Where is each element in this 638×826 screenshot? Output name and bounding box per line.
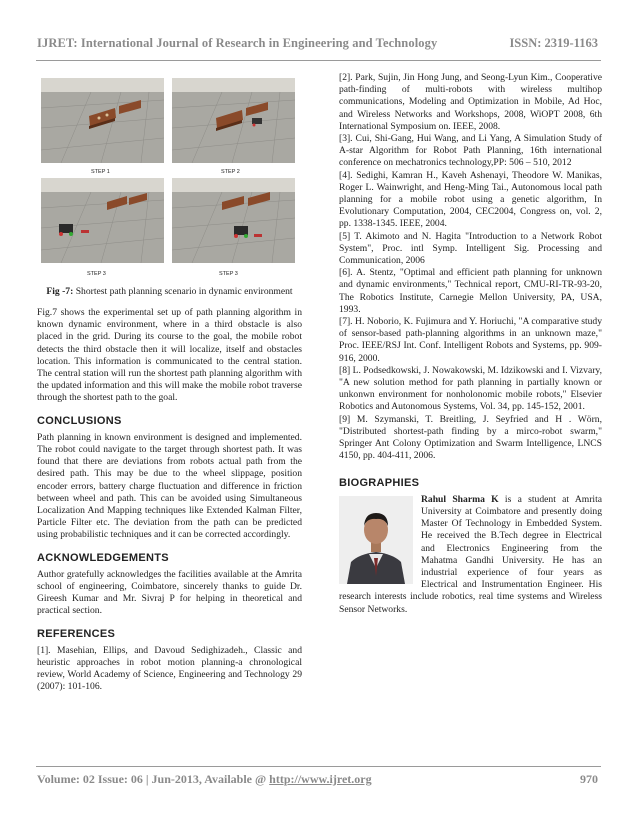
acknowledgements-heading: ACKNOWLEDGEMENTS <box>37 551 169 564</box>
step-4-photo <box>172 178 295 263</box>
step-2-photo <box>172 78 295 163</box>
figure-paragraph: Fig.7 shows the experimental set up of path planning algorithm in known dynamic environment, where in a third obstacle is also placed in the grid. During its course to the goal, the mobile robot detects the third obstacle then it will localize, itself and obstacles location. This information is communicated to the central station. The central station will run the shortest path planning algorithm with the updated information and this will make the mobile robot traverse through the shortest path to the goal. <box>37 307 302 404</box>
issn-header: ISSN: 2319-1163 <box>509 36 598 50</box>
step-label: STEP 3 <box>87 271 106 277</box>
reference-item: [5] T. Akimoto and N. Hagita "Introduction to a Network Robot System", Proc. intl Symp. Intelligent Sig. Processing and Communication, 2006 <box>339 230 602 267</box>
reference-item: [1]. Masehian, Ellips, and Davoud Sedighizadeh., Classic and heuristic approaches in robot motion planning-a chronological review, World Academy of Science, Engineering and Technology 29 (2007): 101-106. <box>37 644 302 693</box>
page-number: 970 <box>580 772 598 786</box>
acknowledgements-text: Author gratefully acknowledges the facilities available at the Amrita school of engineering, Coimbatore, sincerely thanks to guide Dr. Gireesh Kumar and Mr. Sivraj P for helping in theoretical and practical section. <box>37 568 302 617</box>
journal-header: IJRET: International Journal of Research in Engineering and Technology <box>37 36 438 50</box>
header-rule <box>36 60 601 61</box>
journal-link[interactable]: http://www.ijret.org <box>269 772 372 786</box>
left-column <box>37 72 302 694</box>
caption-text: Shortest path planning scenario in dynamic environment <box>75 286 293 297</box>
reference-item: [8] L. Podsedkowski, J. Nowakowski, M. Idzikowski and I. Vizvary, "A new solution method for path planning in partially known or unkonwn environment for nonholonomic mobile robots," Elsevier Robotics and Autonomous Systems, Vol. 34, pp. 145-152, 2001. <box>339 364 602 413</box>
references-heading: REFERENCES <box>37 627 116 640</box>
figure-7 <box>37 72 302 280</box>
reference-item: [2]. Park, Sujin, Jin Hong Jung, and Seong-Lyun Kim., Cooperative path-finding of multi-robots with wireless multihop communications, Modeling and Optimization in Mobile, Ad Hoc, and Wireless Networks and Workshops, 2008, WiOPT 2008, 6th International Symposium on. IEEE, 2008. <box>339 72 602 132</box>
author-name: Rahul Sharma K <box>421 493 499 505</box>
right-column <box>339 72 602 616</box>
footer-volume <box>37 772 372 787</box>
reference-item: [4]. Sedighi, Kamran H., Kaveh Ashenayi, Theodore W. Manikas, Roger L. Wainwright, and Heng-Ming Tai., Autonomous local path planning for a mobile robot using a genetic algorithm, In Evolutionary Computation, 2004, CEC2004, Congress on, vol. 2, pp. 1338-1345. IEEE, 2004. <box>339 169 602 230</box>
reference-item: [6]. A. Stentz, "Optimal and efficient path planning for unknown and dynamic environments," Technical report, CMU-RI-TR-93-20, The Robotics Institute, Carnegie Mellon University, PA, USA, 1993. <box>339 267 602 315</box>
author-photo <box>339 496 413 584</box>
step-label: STEP 3 <box>219 271 238 277</box>
reference-item: [3]. Cui, Shi-Gang, Hui Wang, and Li Yang, A Simulation Study of A-star Algorithm for Robot Path Planning, 16th international conference on mechatronics technology,PP: 506 – 510, 2012 <box>339 133 602 169</box>
biography <box>339 494 602 616</box>
conclusions-heading: CONCLUSIONS <box>37 414 122 427</box>
author-bio: is a student at Amrita University at Coimbatore and presently doing Master Of Technology in Embedded System. He received the B.Tech degree in Electrical and Electronics Engineering from the Mahatma Gandhi University. He has an industrial experience of four years as Electrical and Instrumentation Engineer. His research interests include robotics, real time systems and Wireless Sensor Networks. <box>339 493 602 615</box>
step-label: STEP 2 <box>221 169 240 175</box>
biographies-heading: BIOGRAPHIES <box>339 476 420 489</box>
footer-prefix: Volume: 02 Issue: 06 | Jun-2013, Available @ <box>37 772 270 786</box>
step-label: STEP 1 <box>91 169 110 175</box>
conclusions-text: Path planning in known environment is designed and implemented. The robot could navigate to the target through shortest path. It was found that there are deviations from robots actual path from the desired path. This may be due to the wheel slippage, position encoder errors, battery charge fluctuation and difference in friction between wheel and path. This can be avoided using Simultaneous Localization And Mapping techniques like Extended Kalman Filter, Particle Filter etc. The deviation from the path can be predicted using probabilistic techniques and it can be corrected accordingly. <box>37 431 302 541</box>
step-1-photo <box>41 78 164 163</box>
footer-rule <box>36 766 601 767</box>
reference-item: [9] M. Szymanski, T. Breitling, J. Seyfried and H . Wörn, "Distributed shortest-path finding by a mirco-robot swarm," Springer Ant Colony Optimization and Swarm Intelligence, LNCS 4150, pp. 404-411, 2006. <box>339 413 602 462</box>
reference-item: [7]. H. Noborio, K. Fujimura and Y. Horiuchi, "A comparative study of sensor-based path-planning algorithms in an unknown maze," Proc. IEEE/RSJ Int. Conf. Intelligent Robots and Systems, pp. 909-916, 2000. <box>339 316 602 364</box>
caption-label: Fig -7: <box>46 286 74 297</box>
figure-caption <box>37 286 302 298</box>
step-3-photo <box>41 178 164 263</box>
